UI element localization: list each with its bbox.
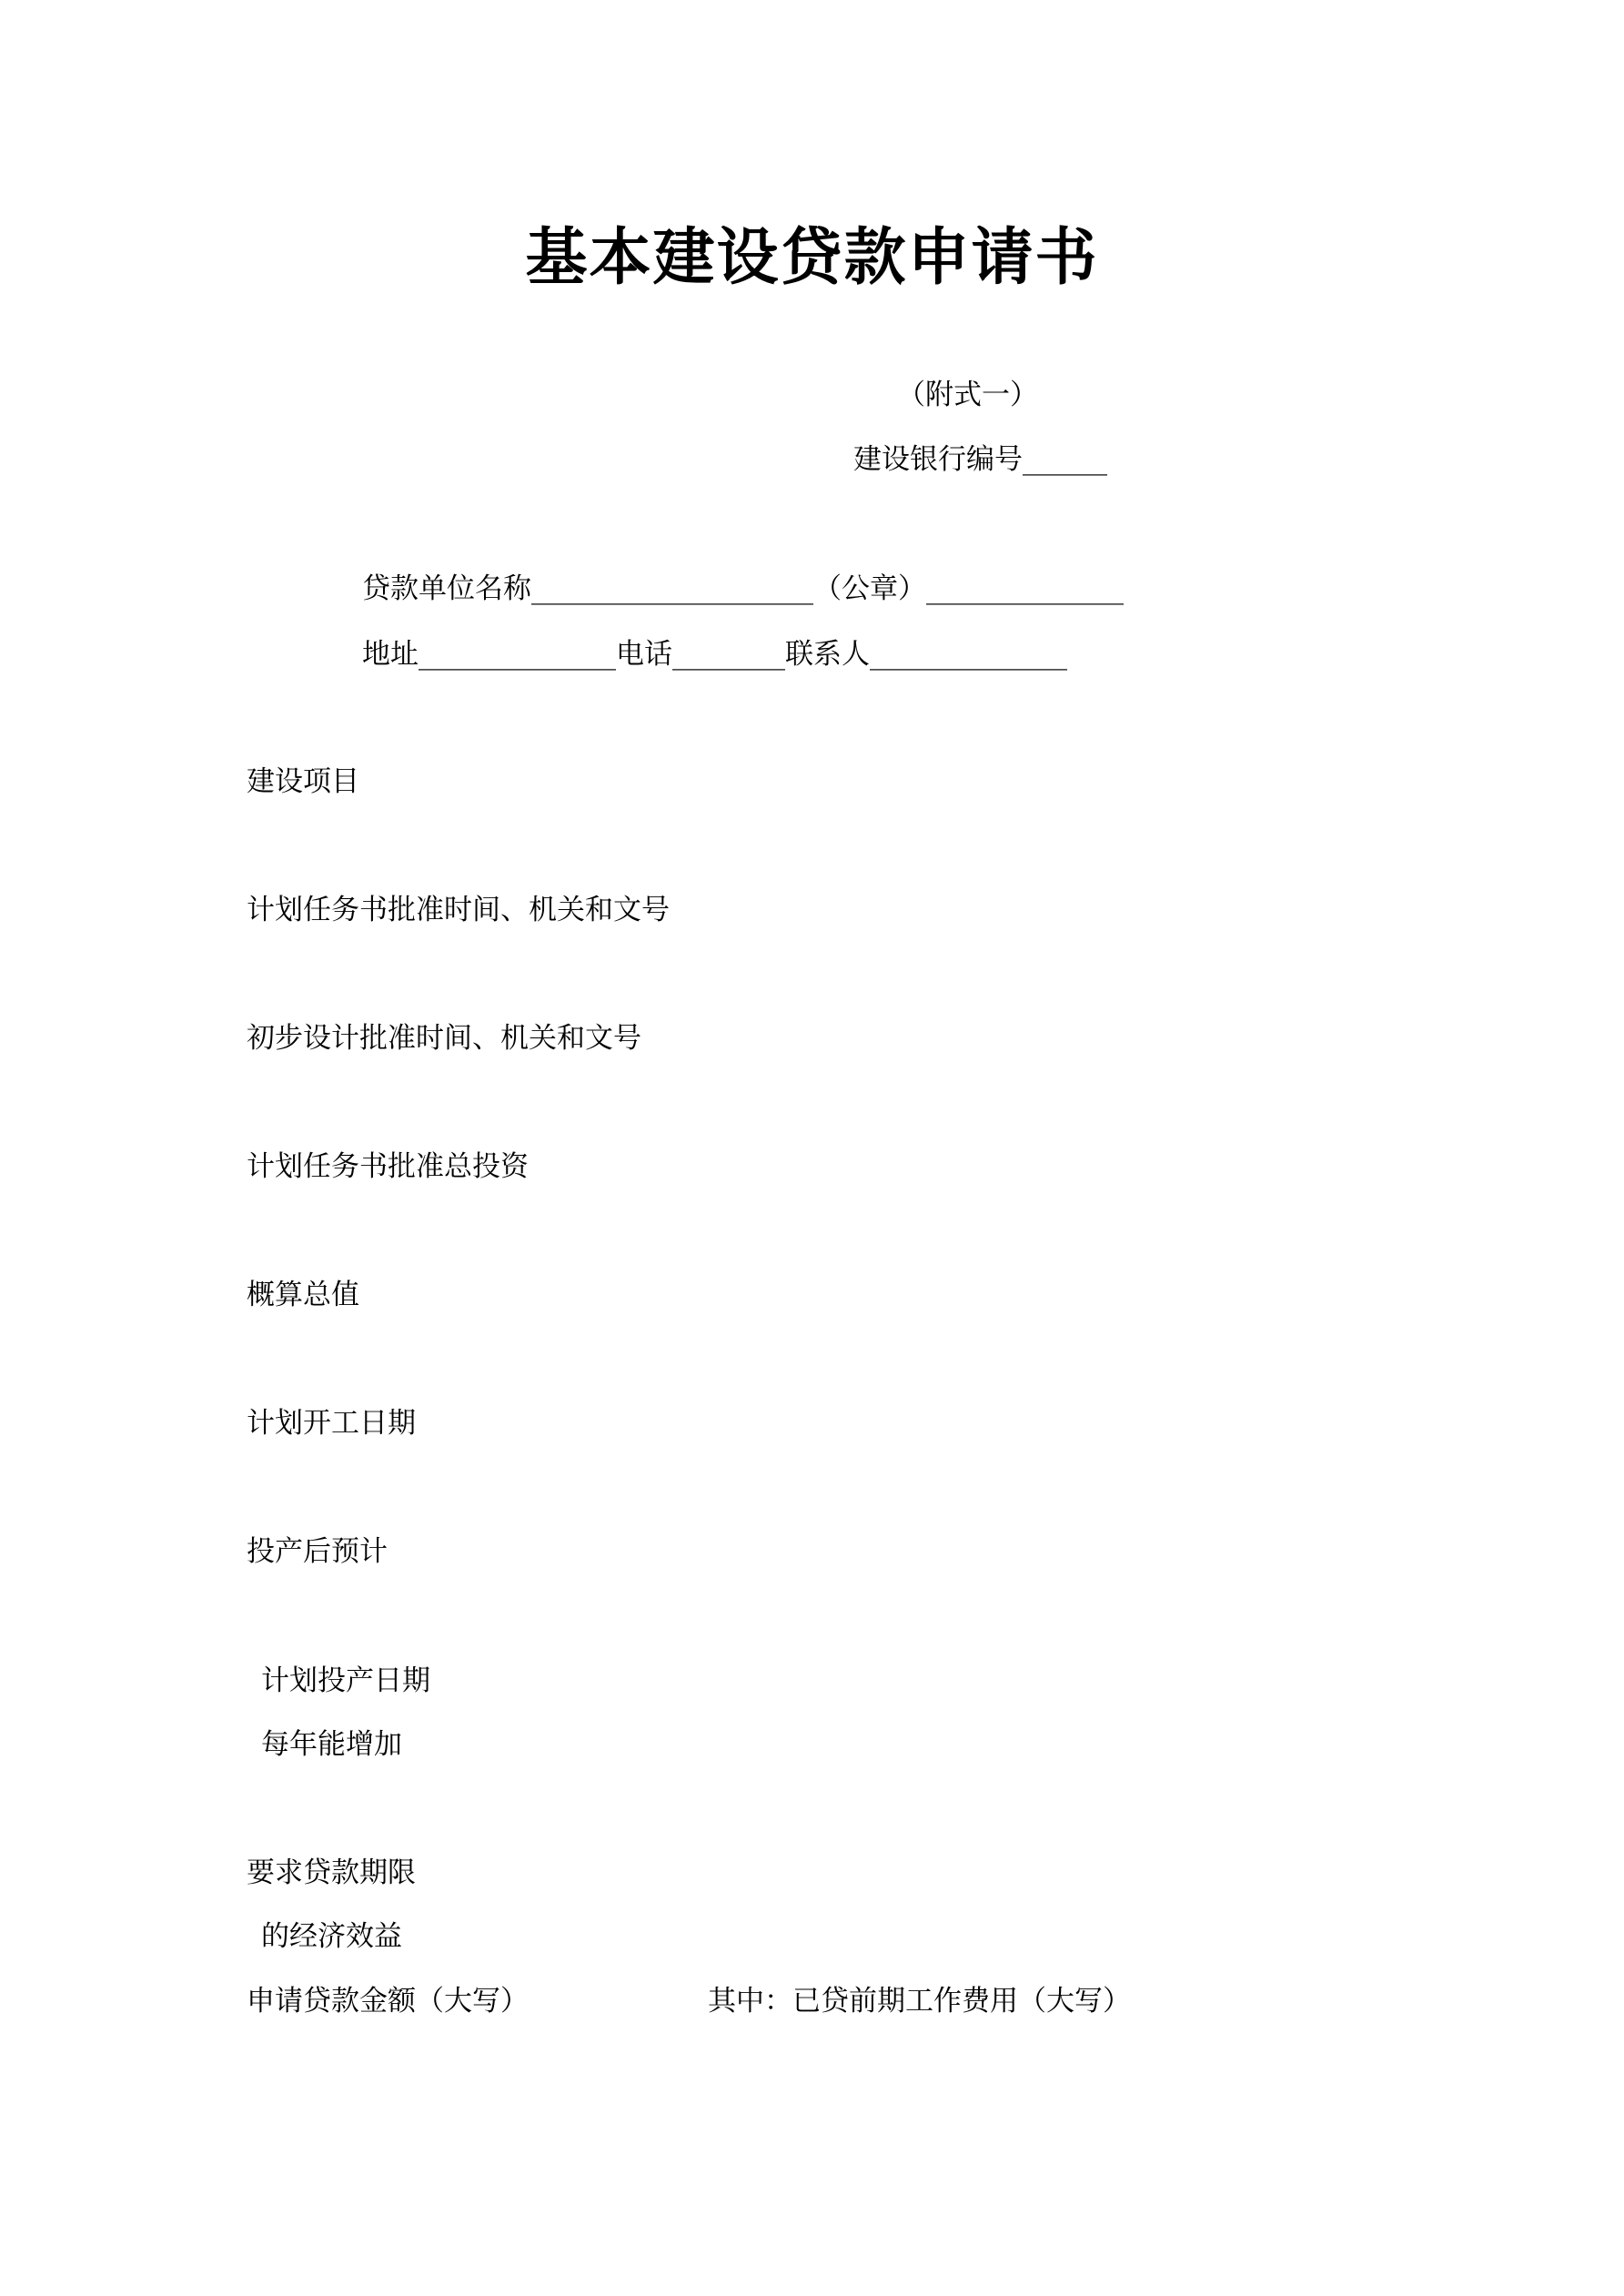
- field-loan-amount: 申请贷款金额（大写）: [247, 1985, 529, 2018]
- field-prelim-approval: 初步设计批准时间、机关和文号: [247, 1022, 641, 1055]
- field-production-date: 计划投产日期: [261, 1664, 430, 1697]
- field-loan-term: 要求贷款期限: [247, 1856, 416, 1889]
- field-plan-approval: 计划任务书批准时间、机关和文号: [247, 894, 670, 926]
- field-estimate-total: 概算总值: [247, 1279, 359, 1311]
- field-post-production: 投产后预计: [247, 1535, 388, 1568]
- address-phone-contact-line: 地址______________电话________联系人______________: [362, 638, 1067, 671]
- field-start-date: 计划开工日期: [247, 1407, 416, 1440]
- appendix-label: （附式一）: [897, 379, 1038, 411]
- bank-number-field: 建设银行编号______: [853, 443, 1107, 476]
- field-project: 建设项目: [247, 765, 359, 798]
- field-prior-cost: 其中：已贷前期工作费用（大写）: [708, 1985, 1131, 2018]
- field-plan-investment: 计划任务书批准总投资: [247, 1150, 529, 1183]
- document-title: 基本建设贷款申请书: [525, 221, 1099, 294]
- field-economic-benefit: 的经济效益: [261, 1920, 402, 1953]
- field-annual-increase: 每年能增加: [261, 1728, 402, 1761]
- applicant-name-line: 贷款单位名称____________________（公章）______________: [362, 572, 1124, 605]
